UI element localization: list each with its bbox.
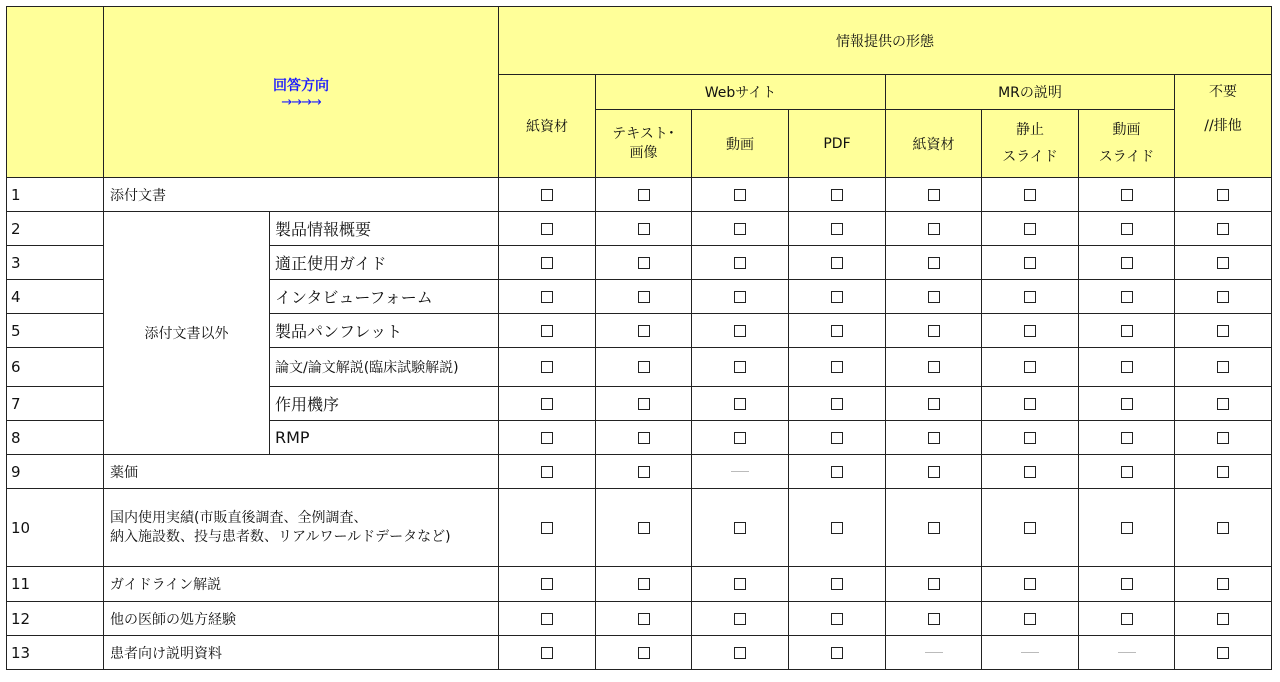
checkbox[interactable] [638, 361, 650, 373]
checkbox[interactable] [638, 578, 650, 590]
checkbox[interactable] [1024, 291, 1036, 303]
checkbox[interactable] [541, 647, 553, 659]
answer-cell [692, 246, 789, 280]
checkbox[interactable] [541, 361, 553, 373]
answer-cell [1079, 636, 1175, 670]
answer-cell [1079, 387, 1175, 421]
answer-cell [886, 602, 982, 636]
checkbox[interactable] [734, 361, 746, 373]
row-label: 適正使用ガイド [270, 246, 499, 280]
exclusive-label: //排他 [1204, 118, 1242, 134]
answer-cell [596, 636, 692, 670]
row-label: インタビューフォーム [270, 280, 499, 314]
checkbox[interactable] [1121, 325, 1133, 337]
answer-cell [499, 280, 596, 314]
answer-cell [692, 602, 789, 636]
answer-cell [692, 348, 789, 387]
checkbox[interactable] [831, 398, 843, 410]
checkbox[interactable] [541, 578, 553, 590]
survey-table [6, 6, 1272, 670]
answer-cell [1175, 489, 1272, 567]
row-number: 5 [7, 314, 104, 348]
answer-cell [692, 387, 789, 421]
answer-direction-label: 回答方向 [273, 77, 329, 94]
checkbox[interactable] [1024, 189, 1036, 201]
answer-cell [982, 212, 1079, 246]
answer-cell [886, 636, 982, 670]
answer-cell [886, 246, 982, 280]
checkbox[interactable] [1024, 522, 1036, 534]
row-number: 12 [7, 602, 104, 636]
row-label: 薬価 [104, 455, 499, 489]
row-number: 1 [7, 178, 104, 212]
row-label: RMP [270, 421, 499, 455]
answer-cell [596, 567, 692, 602]
checkbox[interactable] [1121, 522, 1133, 534]
checkbox[interactable] [1217, 578, 1229, 590]
checkbox[interactable] [1024, 361, 1036, 373]
checkbox[interactable] [831, 613, 843, 625]
checkbox[interactable] [1217, 257, 1229, 269]
table-row [7, 212, 1272, 246]
checkbox[interactable] [1121, 291, 1133, 303]
checkbox[interactable] [638, 522, 650, 534]
checkbox[interactable] [831, 223, 843, 235]
answer-cell [886, 212, 982, 246]
checkbox[interactable] [638, 432, 650, 444]
answer-cell [1175, 636, 1272, 670]
answer-cell [982, 421, 1079, 455]
row-label-line2: 納入施設数、投与患者数、リアルワールドデータなど) [110, 528, 451, 545]
table-row [7, 567, 1272, 602]
table-row [7, 178, 1272, 212]
checkbox[interactable] [734, 578, 746, 590]
group-label: 添付文書以外 [104, 212, 270, 455]
checkbox[interactable] [1024, 325, 1036, 337]
answer-cell [1175, 178, 1272, 212]
answer-cell [886, 280, 982, 314]
paper-header: 紙資材 [499, 75, 596, 178]
answer-cell [1079, 567, 1175, 602]
checkbox[interactable] [831, 189, 843, 201]
answer-cell [499, 489, 596, 567]
still-slide-label: スライド [1002, 148, 1058, 165]
answer-cell [1079, 280, 1175, 314]
checkbox[interactable] [734, 647, 746, 659]
checkbox[interactable] [1217, 325, 1229, 337]
checkbox[interactable] [541, 189, 553, 201]
not-applicable-dash [925, 652, 943, 653]
answer-cell [692, 280, 789, 314]
corner-cell [7, 7, 104, 178]
checkbox[interactable] [928, 291, 940, 303]
checkbox[interactable] [638, 325, 650, 337]
checkbox[interactable] [831, 291, 843, 303]
checkbox[interactable] [1121, 613, 1133, 625]
answer-cell [1079, 348, 1175, 387]
answer-cell [692, 455, 789, 489]
row-number: 6 [7, 348, 104, 387]
checkbox[interactable] [638, 291, 650, 303]
checkbox[interactable] [734, 291, 746, 303]
answer-cell [789, 489, 886, 567]
checkbox[interactable] [831, 522, 843, 534]
answer-cell [596, 387, 692, 421]
checkbox[interactable] [1121, 189, 1133, 201]
answer-cell [1079, 455, 1175, 489]
answer-cell [596, 348, 692, 387]
answer-cell [789, 636, 886, 670]
arrows-label: →→→→ [281, 94, 321, 110]
survey-table-container [6, 6, 1272, 670]
answer-cell [499, 348, 596, 387]
checkbox[interactable] [541, 291, 553, 303]
row-label: 作用機序 [270, 387, 499, 421]
answer-cell [886, 387, 982, 421]
checkbox[interactable] [831, 647, 843, 659]
answer-cell [886, 314, 982, 348]
checkbox[interactable] [734, 257, 746, 269]
row-number: 11 [7, 567, 104, 602]
checkbox[interactable] [928, 223, 940, 235]
answer-cell [982, 348, 1079, 387]
checkbox[interactable] [1024, 223, 1036, 235]
checkbox[interactable] [831, 578, 843, 590]
checkbox[interactable] [638, 257, 650, 269]
checkbox[interactable] [541, 223, 553, 235]
checkbox[interactable] [541, 466, 553, 478]
checkbox[interactable] [831, 466, 843, 478]
checkbox[interactable] [734, 325, 746, 337]
website-header: Webサイト [596, 75, 886, 110]
checkbox[interactable] [1217, 398, 1229, 410]
checkbox[interactable] [638, 466, 650, 478]
checkbox[interactable] [1121, 398, 1133, 410]
checkbox[interactable] [831, 325, 843, 337]
row-number: 8 [7, 421, 104, 455]
checkbox[interactable] [541, 432, 553, 444]
checkbox[interactable] [1217, 291, 1229, 303]
still-slide-header [982, 110, 1079, 178]
row-label: 患者向け説明資料 [104, 636, 499, 670]
row-number: 10 [7, 489, 104, 567]
not-applicable-dash [731, 471, 749, 472]
answer-cell [789, 280, 886, 314]
row-number: 7 [7, 387, 104, 421]
video-slide-header [1079, 110, 1175, 178]
checkbox[interactable] [734, 522, 746, 534]
table-row [7, 489, 1272, 567]
answer-cell [596, 246, 692, 280]
answer-cell [1175, 602, 1272, 636]
answer-cell [789, 421, 886, 455]
row-label: 製品情報概要 [270, 212, 499, 246]
video-header: 動画 [692, 110, 789, 178]
answer-cell [982, 387, 1079, 421]
checkbox[interactable] [1024, 466, 1036, 478]
row-label: 添付文書 [104, 178, 499, 212]
answer-cell [692, 212, 789, 246]
answer-cell [1175, 246, 1272, 280]
answer-cell [1079, 314, 1175, 348]
checkbox[interactable] [1217, 522, 1229, 534]
answer-cell [596, 489, 692, 567]
checkbox[interactable] [1217, 432, 1229, 444]
checkbox[interactable] [1121, 432, 1133, 444]
answer-direction-header [104, 7, 499, 178]
answer-cell [596, 280, 692, 314]
checkbox[interactable] [928, 466, 940, 478]
checkbox[interactable] [541, 398, 553, 410]
answer-cell [1079, 489, 1175, 567]
answer-cell [596, 455, 692, 489]
checkbox[interactable] [1121, 223, 1133, 235]
checkbox[interactable] [734, 613, 746, 625]
checkbox[interactable] [638, 613, 650, 625]
answer-cell [982, 246, 1079, 280]
answer-cell [596, 212, 692, 246]
answer-cell [886, 421, 982, 455]
answer-cell [982, 178, 1079, 212]
answer-cell [1079, 212, 1175, 246]
answer-cell [1175, 567, 1272, 602]
answer-cell [982, 567, 1079, 602]
answer-cell [499, 567, 596, 602]
row-label: 論文/論文解説(臨床試験解説) [270, 348, 499, 387]
answer-cell [499, 178, 596, 212]
answer-cell [692, 636, 789, 670]
checkbox[interactable] [928, 257, 940, 269]
pdf-header: PDF [789, 110, 886, 178]
video-slide-label: スライド [1098, 148, 1155, 165]
answer-cell [1175, 348, 1272, 387]
answer-cell [692, 421, 789, 455]
answer-cell [982, 602, 1079, 636]
answer-cell [789, 246, 886, 280]
row-number: 9 [7, 455, 104, 489]
info-form-header: 情報提供の形態 [499, 7, 1272, 75]
not-applicable-dash [1118, 652, 1136, 653]
video-slide-video-label: 動画 [1112, 121, 1141, 138]
answer-cell [982, 455, 1079, 489]
answer-cell [789, 314, 886, 348]
checkbox[interactable] [928, 432, 940, 444]
checkbox[interactable] [1217, 613, 1229, 625]
checkbox[interactable] [1217, 361, 1229, 373]
answer-cell [1175, 421, 1272, 455]
answer-cell [499, 314, 596, 348]
checkbox[interactable] [1121, 361, 1133, 373]
checkbox[interactable] [1121, 257, 1133, 269]
checkbox[interactable] [928, 361, 940, 373]
checkbox[interactable] [831, 432, 843, 444]
table-row [7, 636, 1272, 670]
answer-cell [499, 387, 596, 421]
checkbox[interactable] [638, 647, 650, 659]
answer-cell [499, 212, 596, 246]
checkbox[interactable] [734, 432, 746, 444]
answer-cell [1079, 246, 1175, 280]
checkbox[interactable] [1217, 647, 1229, 659]
checkbox[interactable] [638, 189, 650, 201]
answer-cell [499, 246, 596, 280]
answer-cell [499, 602, 596, 636]
answer-cell [499, 421, 596, 455]
checkbox[interactable] [928, 189, 940, 201]
checkbox[interactable] [638, 223, 650, 235]
checkbox[interactable] [1121, 578, 1133, 590]
checkbox[interactable] [1024, 432, 1036, 444]
answer-cell [596, 314, 692, 348]
answer-cell [596, 178, 692, 212]
still-label: 静止 [1016, 121, 1044, 138]
answer-cell [886, 489, 982, 567]
not-applicable-dash [1021, 652, 1039, 653]
checkbox[interactable] [638, 398, 650, 410]
answer-cell [886, 178, 982, 212]
answer-cell [1175, 387, 1272, 421]
answer-cell [1079, 602, 1175, 636]
answer-cell [982, 314, 1079, 348]
row-number: 2 [7, 212, 104, 246]
answer-cell [886, 348, 982, 387]
checkbox[interactable] [541, 257, 553, 269]
answer-cell [1175, 212, 1272, 246]
row-number: 13 [7, 636, 104, 670]
answer-cell [692, 178, 789, 212]
checkbox[interactable] [928, 522, 940, 534]
answer-cell [789, 455, 886, 489]
checkbox[interactable] [734, 223, 746, 235]
row-label [104, 489, 499, 567]
row-label: ガイドライン解説 [104, 567, 499, 602]
answer-cell [692, 489, 789, 567]
answer-cell [886, 567, 982, 602]
checkbox[interactable] [831, 361, 843, 373]
answer-cell [1175, 455, 1272, 489]
mr-header: MRの説明 [886, 75, 1175, 110]
checkbox[interactable] [928, 325, 940, 337]
answer-cell [982, 489, 1079, 567]
answer-cell [1079, 178, 1175, 212]
answer-cell [789, 387, 886, 421]
answer-cell [692, 314, 789, 348]
mr-paper-header: 紙資材 [886, 110, 982, 178]
answer-cell [789, 178, 886, 212]
checkbox[interactable] [1217, 466, 1229, 478]
answer-cell [596, 602, 692, 636]
checkbox[interactable] [1024, 398, 1036, 410]
table-row [7, 602, 1272, 636]
checkbox[interactable] [734, 398, 746, 410]
answer-cell [789, 567, 886, 602]
answer-cell [499, 455, 596, 489]
row-label: 製品パンフレット [270, 314, 499, 348]
answer-cell [1175, 280, 1272, 314]
unneeded-header [1175, 75, 1272, 178]
answer-cell [1079, 421, 1175, 455]
answer-cell [886, 455, 982, 489]
answer-cell [789, 212, 886, 246]
checkbox[interactable] [1024, 613, 1036, 625]
checkbox[interactable] [1024, 578, 1036, 590]
checkbox[interactable] [1121, 466, 1133, 478]
answer-cell [596, 421, 692, 455]
table-row [7, 455, 1272, 489]
checkbox[interactable] [928, 613, 940, 625]
answer-cell [789, 602, 886, 636]
checkbox[interactable] [831, 257, 843, 269]
row-number: 4 [7, 280, 104, 314]
checkbox[interactable] [1024, 257, 1036, 269]
text-image-header: テキスト･画像 [596, 110, 692, 178]
checkbox[interactable] [541, 613, 553, 625]
row-label: 他の医師の処方経験 [104, 602, 499, 636]
checkbox[interactable] [541, 325, 553, 337]
answer-cell [499, 636, 596, 670]
unneeded-label: 不要 [1209, 84, 1237, 100]
checkbox[interactable] [541, 522, 553, 534]
answer-cell [789, 348, 886, 387]
answer-cell [982, 280, 1079, 314]
checkbox[interactable] [734, 189, 746, 201]
answer-cell [1175, 314, 1272, 348]
checkbox[interactable] [928, 398, 940, 410]
checkbox[interactable] [1217, 223, 1229, 235]
answer-cell [982, 636, 1079, 670]
row-number: 3 [7, 246, 104, 280]
answer-cell [692, 567, 789, 602]
row-label-line1: 国内使用実績(市販直後調査、全例調査、 [110, 509, 368, 526]
checkbox[interactable] [928, 578, 940, 590]
checkbox[interactable] [1217, 189, 1229, 201]
